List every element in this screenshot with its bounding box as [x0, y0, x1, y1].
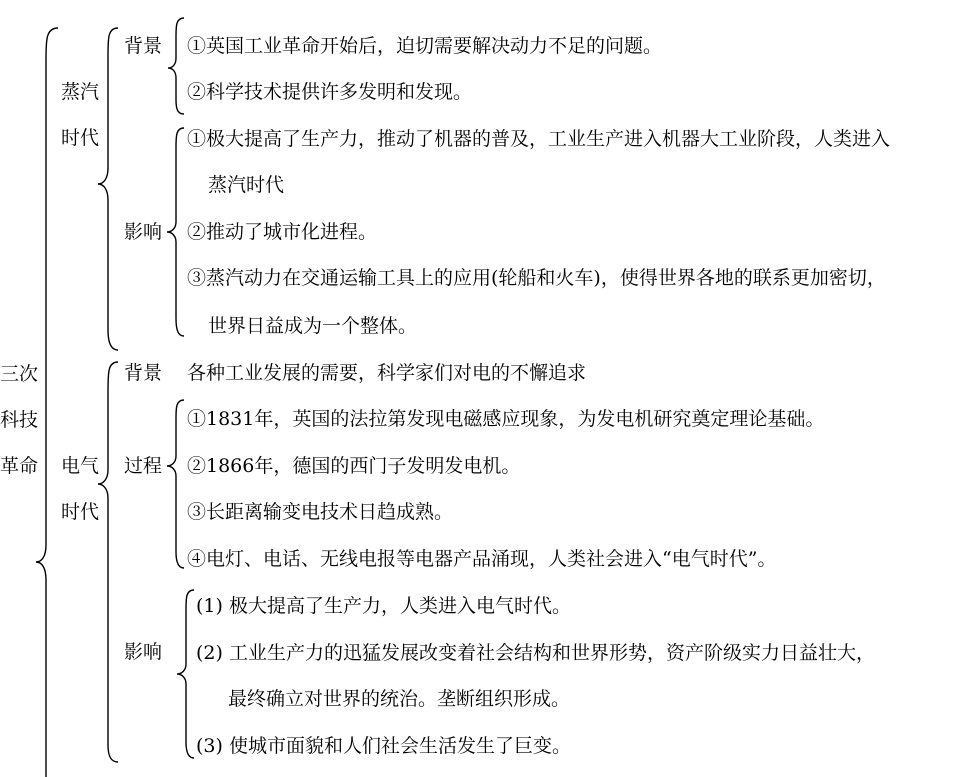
- root-title-line-1: 三次: [0, 363, 39, 385]
- steam-impact-item-3-line-1: ③蒸汽动力在交通运输工具上的应用(轮船和火车)，使得世界各地的联系更加密切，: [187, 267, 886, 289]
- steam-background-item-1: ①英国工业革命开始后，迫切需要解决动力不足的问题。: [187, 35, 663, 57]
- electric-process-item-3: ③长距离输变电技术日趋成熟。: [187, 501, 454, 523]
- root-brace: [36, 28, 58, 777]
- steam-impact-item-2: ②推动了城市化进程。: [187, 221, 378, 243]
- steam-title-line-2: 时代: [61, 127, 100, 149]
- electric-impact-brace: [177, 590, 194, 758]
- electric-background-text: 各种工业发展的需要，科学家们对电的不懈追求: [187, 362, 587, 384]
- electric-process-item-4: ④电灯、电话、无线电报等电器产品涌现，人类社会进入“电气时代”。: [187, 548, 777, 570]
- steam-brace: [98, 28, 118, 350]
- electric-impact-item-1: (1) 极大提高了生产力，人类进入电气时代。: [196, 595, 571, 617]
- steam-impact-item-1-line-1: ①极大提高了生产力，推动了机器的普及，工业生产进入机器大工业阶段，人类进入: [187, 128, 891, 150]
- steam-impact-label: 影响: [124, 221, 163, 243]
- electric-impact-item-3: (3) 使城市面貌和人们社会生活发生了巨变。: [196, 735, 571, 757]
- electric-impact-label: 影响: [124, 641, 163, 663]
- steam-impact-brace: [167, 128, 184, 336]
- electric-process-brace: [167, 400, 184, 568]
- steam-background-item-2: ②科学技术提供许多发明和发现。: [187, 81, 473, 103]
- electric-process-item-1: ①1831年，英国的法拉第发现电磁感应现象，为发电机研究奠定理论基础。: [187, 408, 825, 430]
- steam-background-label: 背景: [124, 35, 163, 57]
- steam-title-line-1: 蒸汽: [61, 81, 100, 103]
- electric-background-label: 背景: [124, 362, 163, 384]
- electric-impact-item-2-line-2: 最终确立对世界的统治。垄断组织形成。: [228, 688, 571, 710]
- electric-impact-item-2-line-1: (2) 工业生产力的迅猛发展改变着社会结构和世界形势，资产阶级实力日益壮大，: [196, 642, 875, 664]
- electric-process-label: 过程: [124, 455, 163, 477]
- steam-background-brace: [168, 18, 184, 114]
- electric-title-line-1: 电气: [61, 455, 100, 477]
- steam-impact-item-3-line-2: 世界日益成为一个整体。: [208, 315, 418, 337]
- electric-process-item-2: ②1866年，德国的西门子发明发电机。: [187, 455, 521, 477]
- electric-brace: [98, 362, 118, 762]
- root-title-line-3: 革命: [0, 455, 39, 477]
- steam-impact-item-1-line-2: 蒸汽时代: [208, 174, 285, 196]
- electric-title-line-2: 时代: [61, 501, 100, 523]
- root-title-line-2: 科技: [0, 409, 39, 431]
